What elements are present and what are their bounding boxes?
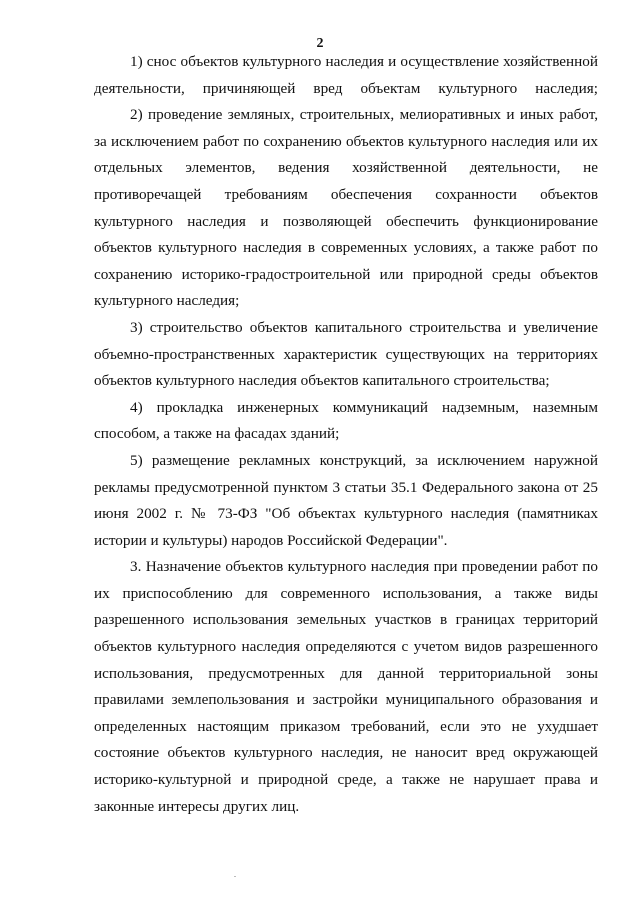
- document-body: [94, 49, 598, 820]
- page-number: 2: [316, 36, 324, 51]
- list-item-1: 1) снос объектов культурного наследия и осуществление хозяйственной деятельности, причиняющей вред объектам культурного наследия;: [94, 53, 598, 97]
- list-item-3: 3) строительство объектов капитального строительства и увеличение объемно-пространственных характеристик существующих на территориях объектов культурного наследия объектов капитального строительства;: [94, 318, 598, 390]
- list-item-5: 5) размещение рекламных конструкций, за исключением наружной рекламы предусмотренной пунктом 3 статьи 35.1 Федерального закона от 25 июня 2002 г. № 73-ФЗ "Об объектах культурного наследия (памятниках истории и культуры) народов Российской Федерации".: [94, 451, 598, 549]
- scan-speck: [234, 876, 236, 877]
- clause-3-paragraph: 3. Назначение объектов культурного наследия при проведении работ по их приспособлению для современного использования, а также виды разрешенного использования земельных участков в границах территорий объектов культурного наследия определяются с учетом видов разрешенного использования, предусмотренных для данной территориальной зоны правилами землепользования и застройки муниципального образования и определенных настоящим приказом требований, если это не ухудшает состояние объектов культурного наследия, не наносит вред окружающей историко-культурной и природной среде, а также не нарушает права и законные интересы других лиц.: [94, 558, 598, 815]
- list-item-2: 2) проведение земляных, строительных, мелиоративных и иных работ, за исключением работ по сохранению объектов культурного наследия или их отдельных элементов, ведения хозяйственной деятельности, не противоречащей требованиям обеспечения сохранности объектов культурного наследия и позволяющей обеспечить функционирование объектов культурного наследия в современных условиях, а также работ по сохранению историко-градостроительной или природной среды объектов культурного наследия;: [94, 106, 598, 310]
- list-item-4: 4) прокладка инженерных коммуникаций надземным, наземным способом, а также на фасадах зданий;: [94, 398, 598, 443]
